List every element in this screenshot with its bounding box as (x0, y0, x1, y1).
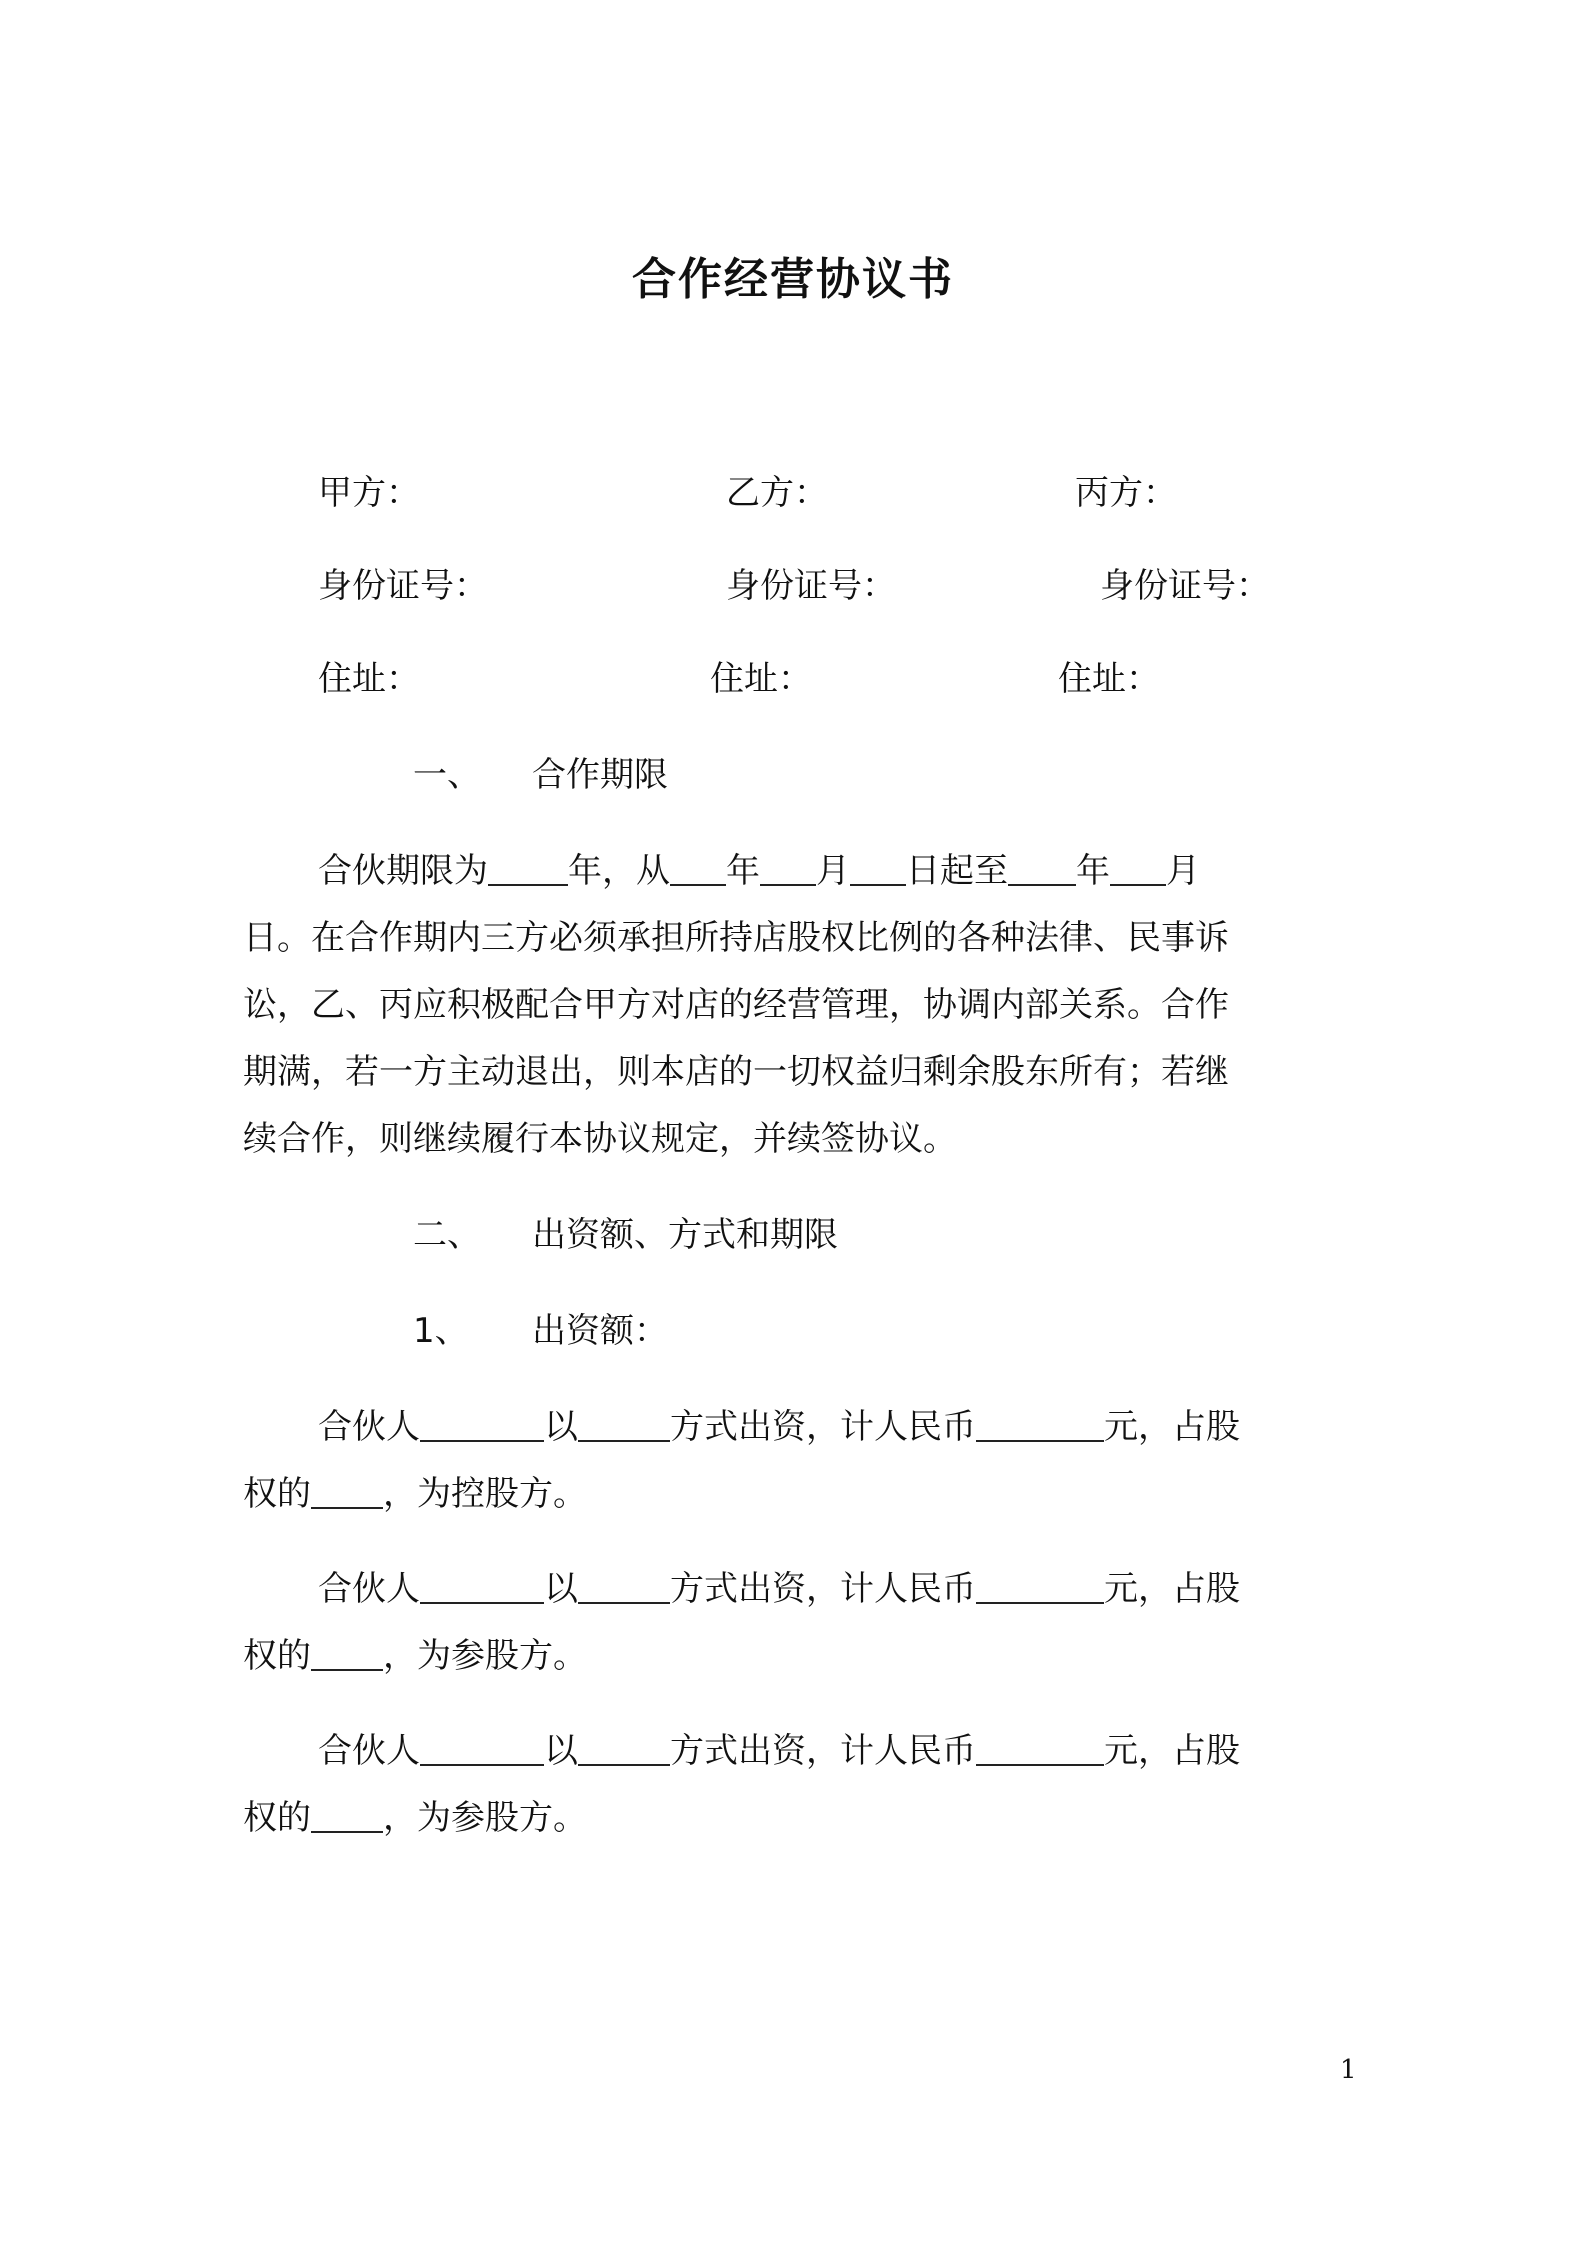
partner-1-line-2 (243, 1474, 587, 1514)
party-a-label: 甲方： (318, 473, 420, 513)
partner-2-method-blank[interactable] (578, 1570, 670, 1604)
partner-1-amount-label: 方式出资，计人民币 (670, 1407, 976, 1447)
partner-3-amount-label: 方式出资，计人民币 (670, 1731, 976, 1771)
section2-heading: 出资额、方式和期限 (532, 1215, 838, 1255)
partner-1-role: ，为控股方。 (383, 1474, 587, 1514)
partner-2-equity-label: 权的 (243, 1636, 311, 1676)
partner-3-amount-blank[interactable] (976, 1732, 1104, 1766)
partner-3-line-1 (318, 1731, 1240, 1771)
start-year-blank[interactable] (670, 852, 726, 886)
term-text-e: 日起至 (906, 851, 1008, 891)
section1-term-line (318, 851, 1200, 891)
subsection1-number: 1、 (413, 1311, 469, 1351)
start-month-blank[interactable] (760, 852, 816, 886)
partner-1-name-blank[interactable] (420, 1408, 544, 1442)
end-month-blank[interactable] (1110, 852, 1166, 886)
section1-heading: 合作期限 (532, 755, 668, 795)
partner-1-amount-blank[interactable] (976, 1408, 1104, 1442)
document-title: 合作经营协议书 (632, 254, 954, 305)
section1-line-2: 日。在合作期内三方必须承担所持店股权比例的各种法律、民事诉 (243, 918, 1229, 958)
partner-2-name-blank[interactable] (420, 1570, 544, 1604)
partner-3-line-2 (243, 1798, 587, 1838)
term-text-d: 月 (816, 851, 850, 891)
partner-1-with: 以 (544, 1407, 578, 1447)
partner-2-share-label: 元，占股 (1104, 1569, 1240, 1609)
partner-3-equity-label: 权的 (243, 1798, 311, 1838)
section2-number: 二、 (413, 1215, 481, 1255)
term-text-c: 年 (726, 851, 760, 891)
partner-2-role: ，为参股方。 (383, 1636, 587, 1676)
page-number: 1 (1340, 2055, 1357, 2085)
partner-2-with: 以 (544, 1569, 578, 1609)
partner-1-line-1 (318, 1407, 1240, 1447)
section1-line-5: 续合作，则继续履行本协议规定，并续签协议。 (243, 1119, 957, 1159)
section1-number: 一、 (413, 755, 481, 795)
partner-3-equity-blank[interactable] (311, 1799, 383, 1833)
end-year-blank[interactable] (1008, 852, 1076, 886)
partner-1-method-blank[interactable] (578, 1408, 670, 1442)
partner-2-amount-blank[interactable] (976, 1570, 1104, 1604)
partner-2-amount-label: 方式出资，计人民币 (670, 1569, 976, 1609)
partner-3-with: 以 (544, 1731, 578, 1771)
partner-3-share-label: 元，占股 (1104, 1731, 1240, 1771)
partner-3-method-blank[interactable] (578, 1732, 670, 1766)
partner-1-label: 合伙人 (318, 1407, 420, 1447)
partner-3-name-blank[interactable] (420, 1732, 544, 1766)
term-text-g: 月 (1166, 851, 1200, 891)
partner-2-equity-blank[interactable] (311, 1637, 383, 1671)
partner-2-label: 合伙人 (318, 1569, 420, 1609)
partner-2-line-2 (243, 1636, 587, 1676)
subsection1-heading: 出资额： (532, 1311, 668, 1351)
party-b-address-label: 住址： (710, 659, 812, 699)
party-c-label: 丙方： (1075, 473, 1177, 513)
party-b-id-label: 身份证号： (726, 566, 896, 606)
party-c-address-label: 住址： (1058, 659, 1160, 699)
partner-3-label: 合伙人 (318, 1731, 420, 1771)
partner-3-role: ，为参股方。 (383, 1798, 587, 1838)
party-a-id-label: 身份证号： (318, 566, 488, 606)
partner-1-equity-label: 权的 (243, 1474, 311, 1514)
term-text-f: 年 (1076, 851, 1110, 891)
section1-line-3: 讼，乙、丙应积极配合甲方对店的经营管理，协调内部关系。合作 (243, 985, 1229, 1025)
partner-1-equity-blank[interactable] (311, 1475, 383, 1509)
partner-2-line-1 (318, 1569, 1240, 1609)
partner-1-share-label: 元，占股 (1104, 1407, 1240, 1447)
term-years-blank[interactable] (488, 852, 568, 886)
party-b-label: 乙方： (726, 473, 828, 513)
term-text-a: 合伙期限为 (318, 851, 488, 891)
section1-line-4: 期满，若一方主动退出，则本店的一切权益归剩余股东所有；若继 (243, 1052, 1229, 1092)
start-day-blank[interactable] (850, 852, 906, 886)
party-a-address-label: 住址： (318, 659, 420, 699)
term-text-b: 年，从 (568, 851, 670, 891)
party-c-id-label: 身份证号： (1100, 566, 1270, 606)
